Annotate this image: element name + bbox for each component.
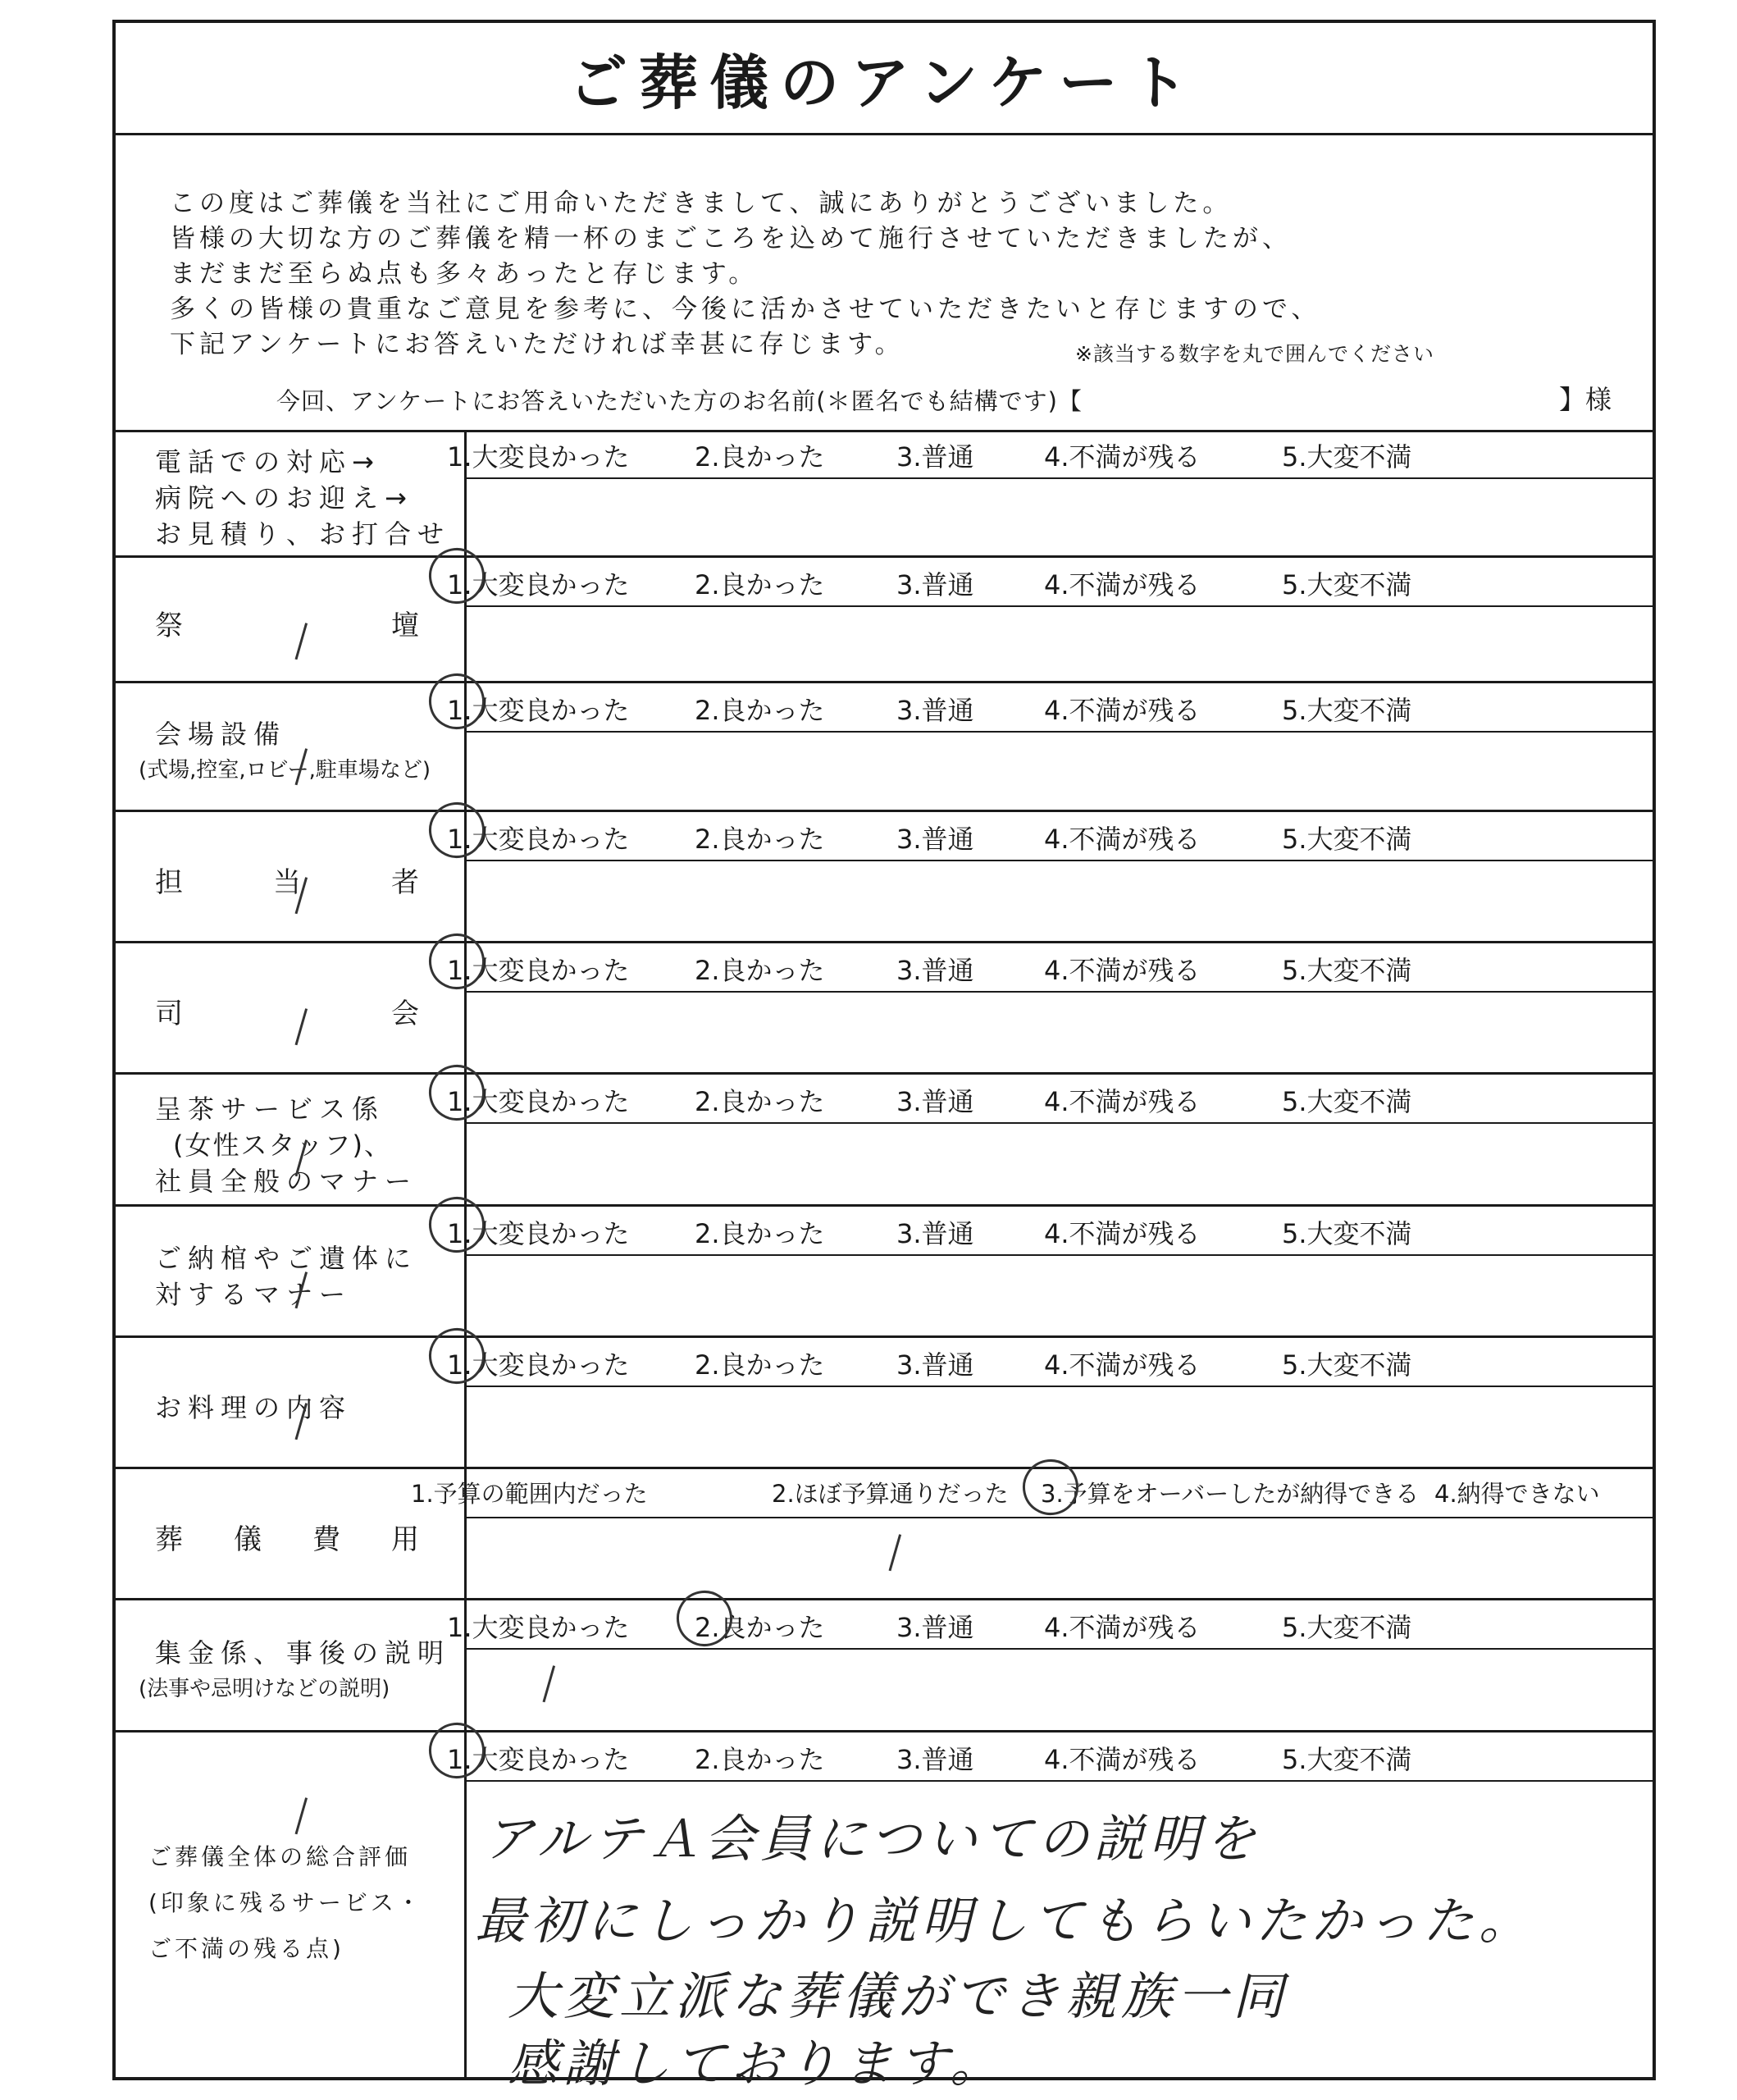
question-sub-label: (式場,控室,ロビー,駐車場など) (139, 757, 431, 783)
question-label-text (155, 1517, 419, 1557)
question-row (116, 558, 1653, 683)
rating-options (447, 683, 1653, 733)
rating-option[interactable]: 1.大変良かった (447, 824, 630, 855)
rating-option[interactable]: 4.納得できない (1434, 1480, 1600, 1508)
rating-option[interactable]: 4.不満が残る (1044, 955, 1201, 986)
rating-option[interactable]: 2.良かった (695, 695, 825, 726)
rating-option[interactable]: 5.大変不満 (1282, 1218, 1412, 1249)
label-char: 祭 (155, 609, 183, 642)
label-char: 用 (391, 1523, 419, 1556)
rating-option[interactable]: 1.大変良かった (447, 955, 630, 986)
rating-option[interactable]: 4.不満が残る (1044, 1086, 1201, 1117)
question-label-text: 病院へのお迎え→ (155, 482, 413, 514)
rating-option[interactable]: 3.普通 (896, 1218, 974, 1249)
question-label-text: ご葬儀全体の総合評価 (148, 1843, 412, 1870)
question-row (116, 943, 1653, 1075)
rating-option[interactable]: 3.普通 (896, 1744, 974, 1775)
rating-options (447, 1338, 1653, 1387)
rating-option[interactable]: 5.大変不満 (1282, 695, 1412, 726)
question-row (116, 1732, 1653, 2093)
rating-option[interactable]: 2.良かった (695, 955, 825, 986)
rating-option[interactable]: 2.良かった (695, 1218, 825, 1249)
question-row (116, 812, 1653, 943)
rating-option[interactable]: 2.良かった (695, 1086, 825, 1117)
question-label-text: 集金係、事後の説明 (155, 1637, 451, 1669)
question-label-text: (女性スタッフ)、 (173, 1129, 392, 1161)
rating-options (447, 943, 1653, 993)
rating-option[interactable]: 2.良かった (695, 1744, 825, 1775)
handwritten-comment-line[interactable]: アルテＡ会員についての説明を (483, 1809, 1261, 1869)
rating-option[interactable]: 2.良かった (695, 1349, 825, 1381)
rating-options (447, 812, 1653, 861)
question-row (116, 1469, 1653, 1600)
question-row (116, 1338, 1653, 1469)
rating-option[interactable]: 1.大変良かった (447, 1612, 630, 1643)
rating-option[interactable]: 1.予算の範囲内だった (411, 1480, 648, 1508)
name-suffix[interactable]: 】様 (1559, 384, 1612, 415)
rating-options (447, 430, 1653, 479)
rating-option[interactable]: 4.不満が残る (1044, 569, 1201, 600)
label-char: 葬 (155, 1523, 183, 1556)
rating-option[interactable]: 5.大変不満 (1282, 1612, 1412, 1643)
survey-form (112, 20, 1656, 2093)
rating-option[interactable]: 5.大変不満 (1282, 1744, 1412, 1775)
rating-option[interactable]: 1.大変良かった (447, 1349, 630, 1381)
rating-option[interactable]: 2.良かった (695, 1612, 825, 1643)
rating-option[interactable]: 3.普通 (896, 1612, 974, 1643)
rating-option[interactable]: 1.大変良かった (447, 569, 630, 600)
rating-option[interactable]: 1.大変良かった (447, 695, 630, 726)
rating-option[interactable]: 2.良かった (695, 441, 825, 472)
title-box (116, 23, 1653, 135)
question-label-text: お見積り、お打合せ (155, 518, 451, 550)
rating-options (447, 1732, 1653, 1782)
question-label-text: ご不満の残る点) (148, 1935, 344, 1962)
rating-option[interactable]: 2.良かった (695, 824, 825, 855)
label-char: 者 (391, 866, 419, 899)
rating-option[interactable]: 3.普通 (896, 695, 974, 726)
rating-option[interactable]: 1.大変良かった (447, 441, 630, 472)
question-row (116, 683, 1653, 812)
question-label-text: 対するマナー (155, 1279, 353, 1310)
label-char: 当 (273, 866, 301, 899)
rating-options (447, 1600, 1653, 1650)
name-label: 今回、アンケートにお答えいただいた方のお名前(＊匿名でも結構です)【 (276, 387, 1083, 415)
question-label-text: 呈茶サービス係 (155, 1093, 385, 1125)
label-char: 会 (391, 998, 419, 1030)
rating-option[interactable]: 4.不満が残る (1044, 824, 1201, 855)
rating-option[interactable]: 5.大変不満 (1282, 1349, 1412, 1381)
question-label (116, 430, 467, 555)
rating-option[interactable]: 4.不満が残る (1044, 695, 1201, 726)
question-label-text: ご納棺やご遺体に (155, 1243, 418, 1274)
handwritten-comment-line[interactable]: 感謝しております。 (508, 2034, 1006, 2093)
rating-option[interactable]: 3.普通 (896, 824, 974, 855)
intro-line: 皆様の大切な方のご葬儀を精一杯のまごころを込めて施行させていただきましたが、 (170, 224, 1292, 253)
label-char: 担 (155, 866, 183, 899)
question-row (116, 430, 1653, 558)
rating-option[interactable]: 1.大変良かった (447, 1744, 630, 1775)
rating-option[interactable]: 3.普通 (896, 1086, 974, 1117)
rating-option[interactable]: 5.大変不満 (1282, 955, 1412, 986)
handwritten-comment-line[interactable]: 最初にしっかり説明してもらいたかった。 (475, 1891, 1535, 1951)
question-sub-label: (法事や忌明けなどの説明) (139, 1676, 390, 1701)
rating-option[interactable]: 2.ほぼ予算通りだった (772, 1480, 1009, 1508)
label-char: 儀 (234, 1523, 262, 1556)
form-title: ご葬儀のアンケート (568, 48, 1200, 117)
handwritten-comment-line[interactable]: 大変立派な葬儀ができ親族一同 (508, 1966, 1289, 2026)
circle-tail-mark (867, 1528, 901, 1572)
rating-options (411, 1469, 1653, 1518)
rating-option[interactable]: 5.大変不満 (1282, 569, 1412, 600)
question-label (116, 1732, 467, 2080)
intro-line: この度はご葬儀を当社にご用命いただきまして、誠にありがとうございました。 (170, 189, 1233, 218)
rating-option[interactable]: 5.大変不満 (1282, 441, 1412, 472)
intro-line: まだまだ至らぬ点も多々あったと存じます。 (170, 259, 759, 289)
rating-option[interactable]: 4.不満が残る (1044, 1349, 1201, 1381)
intro-line: 下記アンケートにお答えいただければ幸甚に存じます。 (170, 330, 905, 359)
question-label (116, 1600, 467, 1730)
question-label-text: (印象に残るサービス・ (148, 1889, 423, 1916)
rating-option[interactable]: 4.不満が残る (1044, 1612, 1201, 1643)
rating-option[interactable]: 5.大変不満 (1282, 1086, 1412, 1117)
rating-options (447, 1207, 1653, 1256)
rating-option[interactable]: 3.普通 (896, 441, 974, 472)
rating-option[interactable]: 4.不満が残る (1044, 1744, 1201, 1775)
question-row (116, 1075, 1653, 1207)
circle-tail-mark (521, 1659, 555, 1703)
rating-option[interactable]: 3.普通 (896, 955, 974, 986)
label-char: 壇 (391, 609, 419, 642)
rating-option[interactable]: 5.大変不満 (1282, 824, 1412, 855)
label-char: 司 (155, 998, 183, 1030)
question-label-text: 社員全般のマナー (155, 1165, 418, 1197)
question-label-text: 会場設備 (155, 718, 287, 750)
rating-options (447, 1075, 1653, 1124)
rating-option[interactable]: 3.予算をオーバーしたが納得できる (1041, 1480, 1420, 1508)
instruction-note: ※該当する数字を丸で囲んでください (1075, 342, 1434, 366)
question-label-text: 電話での対応→ (155, 446, 381, 477)
rating-option[interactable]: 3.普通 (896, 1349, 974, 1381)
rating-option[interactable]: 4.不満が残る (1044, 1218, 1201, 1249)
rating-option[interactable]: 4.不満が残る (1044, 441, 1201, 472)
question-label-text: お料理の内容 (155, 1392, 353, 1423)
question-row (116, 1600, 1653, 1732)
intro-line: 多くの皆様の貴重なご意見を参考に、今後に活かさせていただきたいと存じますので、 (170, 294, 1321, 324)
label-char: 費 (312, 1523, 340, 1556)
intro-section (116, 133, 1653, 432)
rating-options (447, 558, 1653, 607)
rating-option[interactable]: 1.大変良かった (447, 1218, 630, 1249)
rating-option[interactable]: 1.大変良かった (447, 1086, 630, 1117)
rating-option[interactable]: 3.普通 (896, 569, 974, 600)
rating-option[interactable]: 2.良かった (695, 569, 825, 600)
question-row (116, 1207, 1653, 1338)
